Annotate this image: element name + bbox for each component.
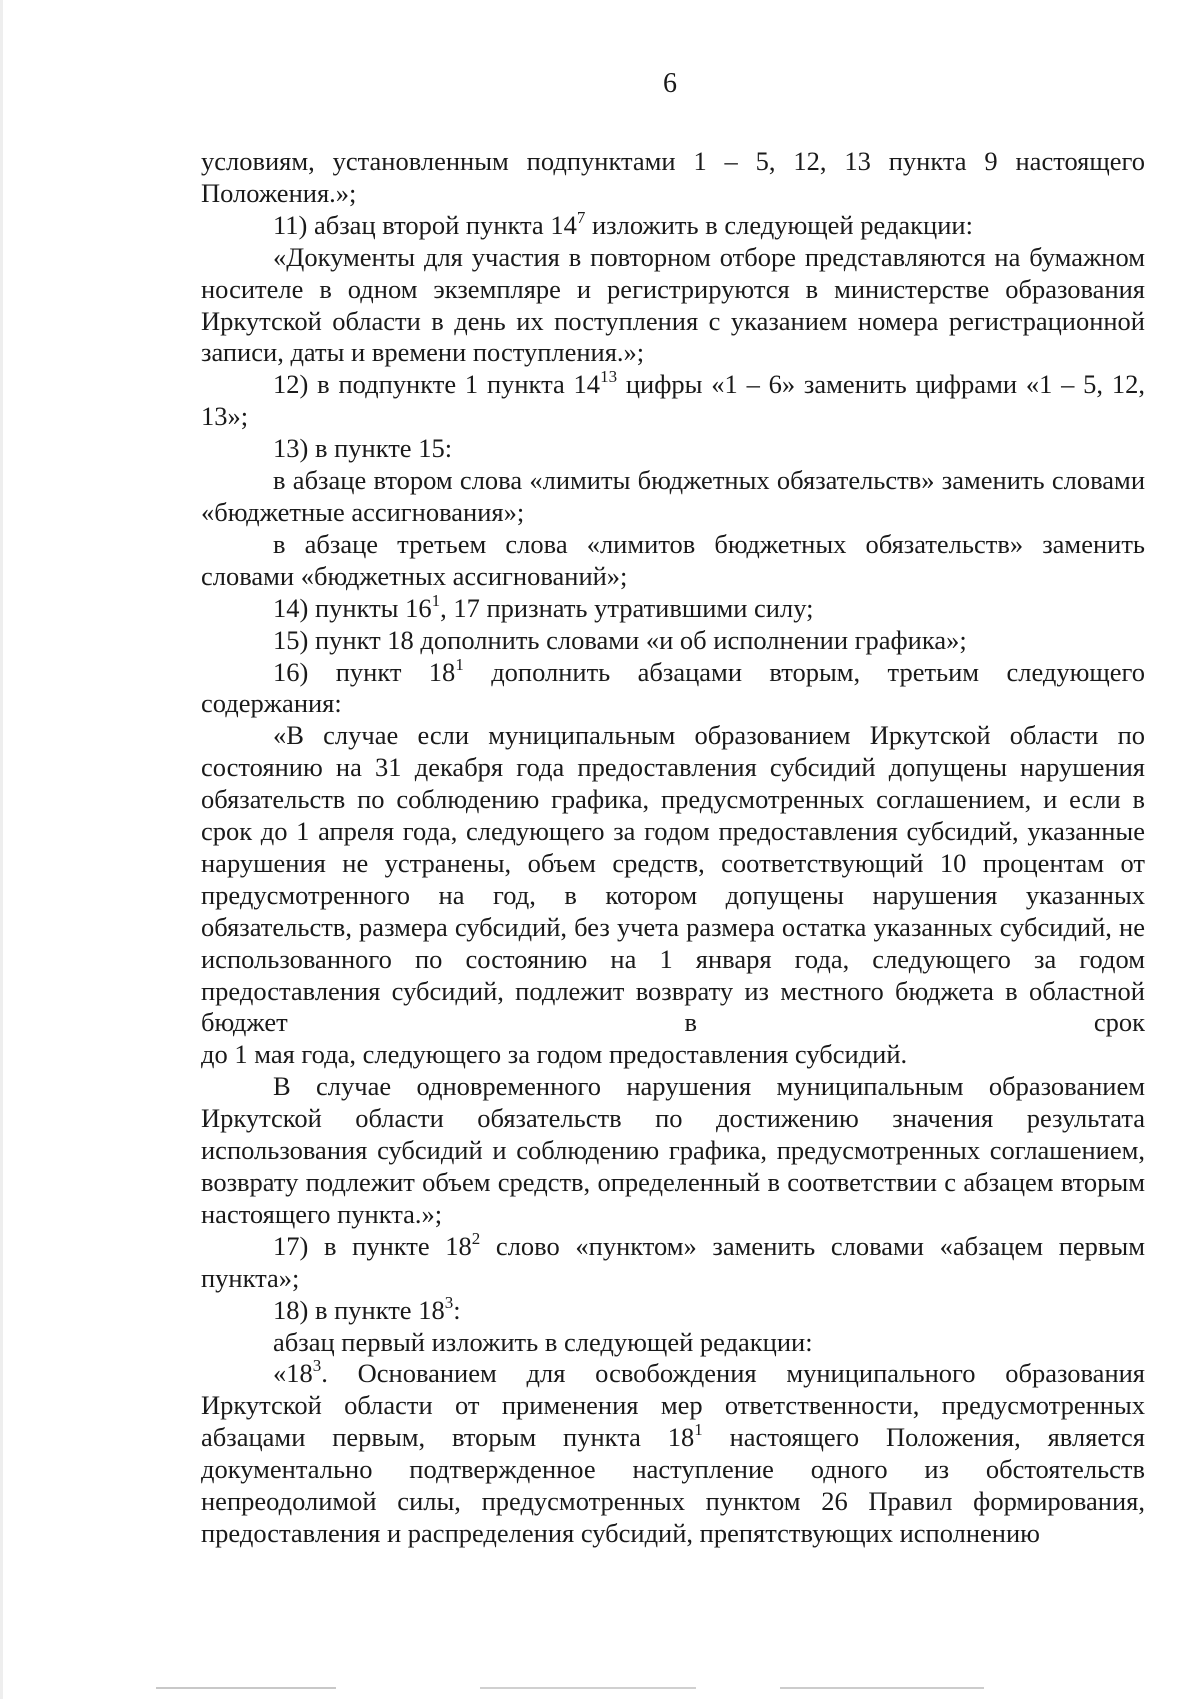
paragraph: «$18^3$. Основанием для освобождения муниципального образования Иркутской области от применения мер ответственности, предусмотренных абзацами первым, вторым пункта $18^1$ настоящего Положения, является документально подтвержденное наступление одного из обстоятельств непреодолимой силы, предусмотренных пунктом 26 Правил формирования, предоставления и распределения субсидий, препятствующих исполнению [201, 1356, 1145, 1548]
paragraph: 17) в пункте $18^2$ слово «пунктом» заменить словами «абзацем первым пункта»; [201, 1228, 1146, 1293]
paragraph: «Документы для участия в повторном отборе представляются на бумажном носителе в одном экземпляре и регистрируются в министерстве образования Иркутской области в день их поступления с указанием номера регистрационной записи, даты и времени поступления.»; [201, 241, 1145, 368]
paragraph: 18) в пункте $18^3$: [273, 1292, 461, 1325]
paragraph: 11) абзац второй пункта $14^7$ изложить в следующей редакции: [273, 207, 973, 240]
paragraph: в абзаце третьем слова «лимитов бюджетных обязательств» заменить словами «бюджетных ассигнований»; [201, 528, 1145, 591]
scan-artifact-line [0, 1687, 1200, 1689]
paragraph: в абзаце втором слова «лимиты бюджетных обязательств» заменить словами «бюджетные ассигнования»; [201, 465, 1145, 527]
page-number: 6 [663, 68, 677, 99]
paragraph: В случае одновременного нарушения муниципальным образованием Иркутской области обязательств по достижению значения результата использования субсидий и соблюдению графика, предусмотренных соглашением, возврату подлежит объем средств, определенный в соответствии с абзацем вторым настоящего пункта.»; [201, 1071, 1145, 1229]
paragraph: 15) пункт 18 дополнить словами «и об исполнении графика»; [273, 624, 967, 655]
paragraph: абзац первый изложить в следующей редакции: [273, 1326, 813, 1357]
paragraph: до 1 мая года, следующего за годом предоставления субсидий. [201, 1039, 908, 1070]
paragraph: 12) в подпункте 1 пункта $14^{13}$ цифры «1 – 6» заменить цифрами «1 – 5, 12, 13»; [201, 367, 1145, 432]
scan-edge [0, 0, 3, 1699]
paragraph: «В случае если муниципальным образованием Иркутской области по состоянию на 31 декабря года предоставления субсидий допущены нарушения обязательств по соблюдению графика, предусмотренных соглашением, и если в срок до 1 апреля года, следующего за годом предоставления субсидий, указанные нарушения не устранены, объем средств, соответствующий 10 процентам от предусмотренного на год, в котором допущены нарушения указанных обязательств, размера субсидий, без учета размера остатка указанных субсидий, не использованного по состоянию на 1 января года, следующего за годом предоставления субсидий, подлежит возврату из местного бюджета в областной бюджет в срок [201, 720, 1145, 1038]
paragraph: 14) пункты $16^1$, 17 признать утратившими силу; [273, 590, 814, 623]
paragraph: 13) в пункте 15: [273, 433, 453, 464]
document-body [201, 146, 1145, 1550]
paragraph: условиям, установленным подпунктами 1 – 5, 12, 13 пункта 9 настоящего Положения.»; [201, 146, 1145, 208]
paragraph: 16) пункт $18^1$ дополнить абзацами вторым, третьим следующего содержания: [201, 654, 1146, 719]
